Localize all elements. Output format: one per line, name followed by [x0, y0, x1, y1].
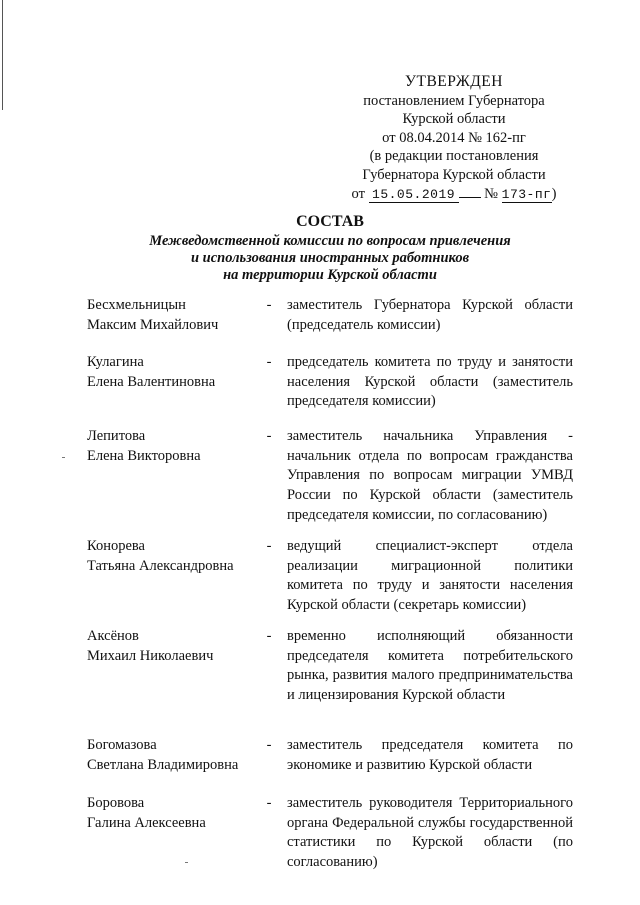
- heading-line-2: и использования иностранных работников: [190, 250, 470, 266]
- scan-speck: [185, 862, 188, 863]
- member-role: заместитель председателя комитета по экономике и развитию Курской области: [287, 737, 573, 773]
- heading-title: СОСТАВ: [296, 213, 364, 230]
- member-dash: -: [266, 795, 272, 811]
- member-given-names: Галина Алексеевна: [87, 814, 206, 831]
- number-sign: №: [484, 185, 499, 202]
- approval-line-1: постановлением Губернатора: [363, 92, 545, 109]
- member-surname: Бесхмельницын: [87, 297, 186, 313]
- member-role: временно исполняющий обязанности председателя комитета потребительского рынка, развития малого предпринимательства и лицензирования Курской области: [287, 628, 573, 704]
- member-name: [87, 537, 262, 576]
- member-dash: -: [266, 428, 272, 444]
- member-surname: Лепитова: [87, 428, 146, 444]
- member-role: заместитель начальника Управления - начальник отдела по вопросам гражданства Управления по вопросам миграции УМВД России по Курской области (заместитель председателя комиссии, по согласованию): [287, 428, 573, 523]
- amendment-line: [336, 185, 572, 204]
- member-entry: [87, 794, 577, 874]
- member-surname: Кулагина: [87, 354, 144, 370]
- member-dash: -: [266, 737, 272, 753]
- amendment-number: 173-пг: [501, 186, 552, 202]
- member-name: [87, 296, 262, 335]
- members-list: [87, 296, 577, 874]
- approval-line-4: (в редакции постановления: [369, 148, 539, 165]
- member-role: ведущий специалист-эксперт отдела реализации миграционной политики комитета по труду и занятости населения Курской области (секретарь комиссии): [287, 538, 573, 614]
- scan-edge-line: [2, 0, 3, 110]
- heading-line-3: на территории Курской области: [223, 267, 437, 283]
- approval-line-3: от 08.04.2014 № 162-пг: [382, 129, 526, 146]
- scan-speck: [62, 457, 65, 458]
- member-entry: [87, 627, 577, 736]
- amendment-from-label: от: [351, 185, 365, 202]
- approval-title: УТВЕРЖДЕН: [405, 73, 503, 90]
- member-name: [87, 794, 262, 833]
- member-surname: Богомазова: [87, 737, 157, 753]
- member-dash: -: [266, 628, 272, 644]
- member-surname: Боровова: [87, 795, 145, 811]
- member-dash: -: [266, 538, 272, 554]
- approval-line-2: Курской области: [402, 111, 506, 128]
- member-entry: [87, 736, 577, 794]
- member-dash: -: [266, 297, 272, 313]
- member-role: заместитель руководителя Территориального органа Федеральной службы государственной статистики по Курской области (по согласованию): [287, 795, 573, 871]
- member-given-names: Светлана Владимировна: [87, 756, 239, 773]
- member-given-names: Максим Михайлович: [87, 316, 219, 333]
- member-name: [87, 353, 262, 392]
- member-entry: [87, 353, 577, 427]
- member-name: [87, 627, 262, 666]
- member-dash: -: [266, 354, 272, 370]
- approval-stamp: [336, 73, 572, 203]
- member-surname: Аксёнов: [87, 628, 139, 644]
- member-entry: [87, 427, 577, 537]
- approval-line-5: Губернатора Курской области: [362, 166, 546, 183]
- member-surname: Конорева: [87, 538, 145, 554]
- member-given-names: Елена Валентиновна: [87, 373, 216, 390]
- document-heading: [60, 213, 600, 284]
- amendment-gap-underline: [459, 197, 481, 198]
- member-given-names: Михаил Николаевич: [87, 647, 214, 664]
- member-entry: [87, 296, 577, 353]
- heading-line-1: Межведомственной комиссии по вопросам привлечения: [149, 233, 511, 249]
- closing-paren: ): [551, 185, 557, 202]
- member-name: [87, 427, 262, 466]
- member-role: заместитель Губернатора Курской области (председатель комиссии): [287, 297, 573, 333]
- member-role: председатель комитета по труду и занятости населения Курской области (заместитель председателя комиссии): [287, 354, 573, 410]
- amendment-date: 15.05.2019: [369, 187, 459, 203]
- member-name: [87, 736, 262, 775]
- member-given-names: Татьяна Александровна: [87, 557, 234, 574]
- member-given-names: Елена Викторовна: [87, 447, 201, 464]
- member-entry: [87, 537, 577, 627]
